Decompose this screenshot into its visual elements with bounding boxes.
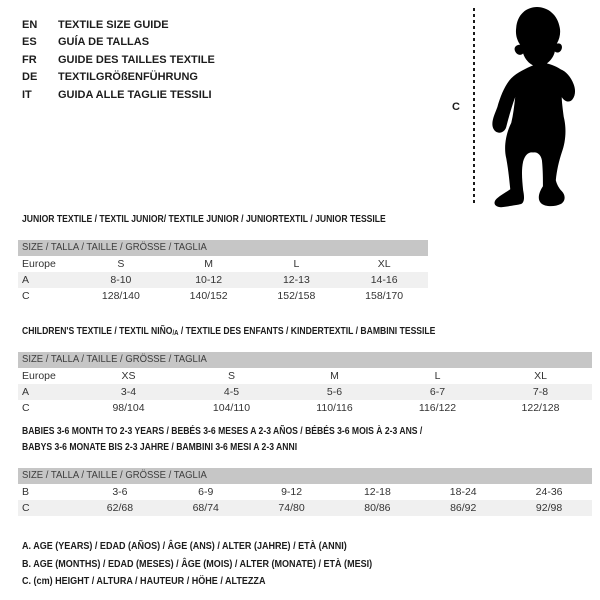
table-row [18,500,592,516]
language-code: IT [22,88,32,101]
junior-size-header-bar [18,240,428,256]
table-row [18,384,592,400]
language-row-en [22,16,215,34]
language-title: GUIDE DES TAILLES TEXTILE [58,53,215,66]
row-label-cell: Europe [22,258,56,270]
value-cell: 128/140 [101,290,140,302]
table-row [18,400,592,416]
value-cell: M [204,258,213,270]
value-cell: 92/98 [535,502,563,514]
junior-size-table [18,256,428,304]
row-label-cell: Europe [22,370,56,382]
value-cell: 4-5 [223,386,240,398]
value-cell: 6-7 [429,386,446,398]
value-cell: 80/86 [364,502,391,514]
footnote-a-text: A. AGE (YEARS) / EDAD (AÑOS) / ÂGE (ANS) / ALTER (JAHRE) / ETÀ (ANNI) [22,540,347,552]
value-cell: XS [121,370,136,382]
value-cell: 68/74 [192,502,219,514]
value-cell: 152/158 [277,290,316,302]
value-cell: 62/68 [106,502,134,514]
table-row [18,484,592,500]
baby-silhouette-icon [477,4,597,210]
children-size-table [18,368,592,416]
value-cell: 86/92 [450,502,477,514]
value-cell: 12-13 [282,274,310,286]
value-cell: 14-16 [370,274,398,286]
children-section-title-text: CHILDREN'S TEXTILE / TEXTIL NIÑO/A / TEXTILE DES ENFANTS / KINDERTEXTIL / BAMBINI TESSILE [22,326,436,337]
junior-section-title-text: JUNIOR TEXTILE / TEXTIL JUNIOR/ TEXTILE JUNIOR / JUNIORTEXTIL / JUNIOR TESSILE [22,214,386,225]
value-cell: 18-24 [449,486,477,498]
value-cell: 140/152 [189,290,228,302]
size-header-text: SIZE / TALLA / TAILLE / GRÖSSE / TAGLIA [22,354,207,365]
babies-section-title-line2 [22,440,342,456]
language-title: GUIDA ALLE TAGLIE TESSILI [58,88,212,101]
language-title: GUÍA DE TALLAS [58,36,150,49]
language-row-fr [22,51,215,69]
row-label-cell: A [22,274,30,286]
height-measure-dashed-line [473,8,475,206]
value-cell: 74/80 [278,502,305,514]
table-row [18,256,428,272]
junior-section-title [22,212,445,228]
nino-a-subscript: /A [172,330,179,337]
footnote-b [22,556,429,574]
value-cell: 110/116 [316,402,353,414]
value-cell: 8-10 [110,274,132,286]
row-label-cell: C [22,402,30,414]
value-cell: 116/122 [418,402,457,414]
babies-section-title-text1: BABIES 3-6 MONTH TO 2-3 YEARS / BEBÉS 3-6 MESES A 2-3 AÑOS / BÉBÉS 3-6 MOIS À 2-3 ANS / [22,426,423,437]
language-title: TEXTILGRÖßENFÜHRUNG [58,71,198,84]
language-title: TEXTILE SIZE GUIDE [58,18,169,31]
footnote-c [22,573,429,591]
footnote-a [22,538,429,556]
language-code: DE [22,71,38,84]
value-cell: 7-8 [532,386,549,398]
babies-section-title-line1 [22,424,487,440]
language-row-es [22,34,215,52]
footnote-b-text: B. AGE (MONTHS) / EDAD (MESES) / ÂGE (MOIS) / ALTER (MONATE) / ETÀ (MESI) [22,557,373,570]
language-code: FR [22,53,37,66]
value-cell: M [330,370,339,382]
value-cell: 9-12 [281,486,303,498]
value-cell: 158/170 [365,290,404,302]
height-measure-label: C [452,101,460,113]
children-size-header-bar [18,352,592,368]
value-cell: XL [534,370,547,382]
table-row [18,288,428,304]
size-header-text: SIZE / TALLA / TAILLE / GRÖSSE / TAGLIA [22,242,207,253]
value-cell: 98/104 [112,402,145,414]
row-label-cell: A [22,386,30,398]
value-cell: 3-6 [112,486,128,498]
value-cell: 122/128 [521,402,560,414]
value-cell: 24-36 [535,486,563,498]
row-label-cell: B [22,486,30,498]
language-code: EN [22,18,38,31]
row-label-cell: C [22,502,30,514]
value-cell: 104/110 [212,402,251,414]
value-cell: L [434,370,441,382]
value-cell: 6-9 [198,486,214,498]
legend-footnotes [22,538,429,591]
row-label-cell: C [22,290,30,302]
language-title-list [22,16,215,104]
value-cell: 3-4 [120,386,137,398]
table-row [18,272,428,288]
babies-size-header-bar [18,468,592,484]
footnote-c-text: C. (cm) HEIGHT / ALTURA / HAUTEUR / HÖHE / ALTEZZA [22,575,266,587]
children-section-title [22,324,503,342]
language-code: ES [22,36,37,49]
table-row [18,368,592,384]
babies-section-title-text2: BABYS 3-6 MONATE BIS 2-3 JAHRE / BAMBINI 3-6 MESI A 2-3 ANNI [22,442,298,453]
value-cell: 5-6 [326,386,343,398]
value-cell: XL [377,258,391,270]
language-row-de [22,69,215,87]
value-cell: 10-12 [195,274,223,286]
value-cell: S [117,258,125,270]
value-cell: S [227,370,235,382]
babies-size-table [18,484,592,516]
size-header-text: SIZE / TALLA / TAILLE / GRÖSSE / TAGLIA [22,470,207,481]
language-row-it [22,86,215,104]
value-cell: 12-18 [363,486,391,498]
value-cell: L [293,258,300,270]
